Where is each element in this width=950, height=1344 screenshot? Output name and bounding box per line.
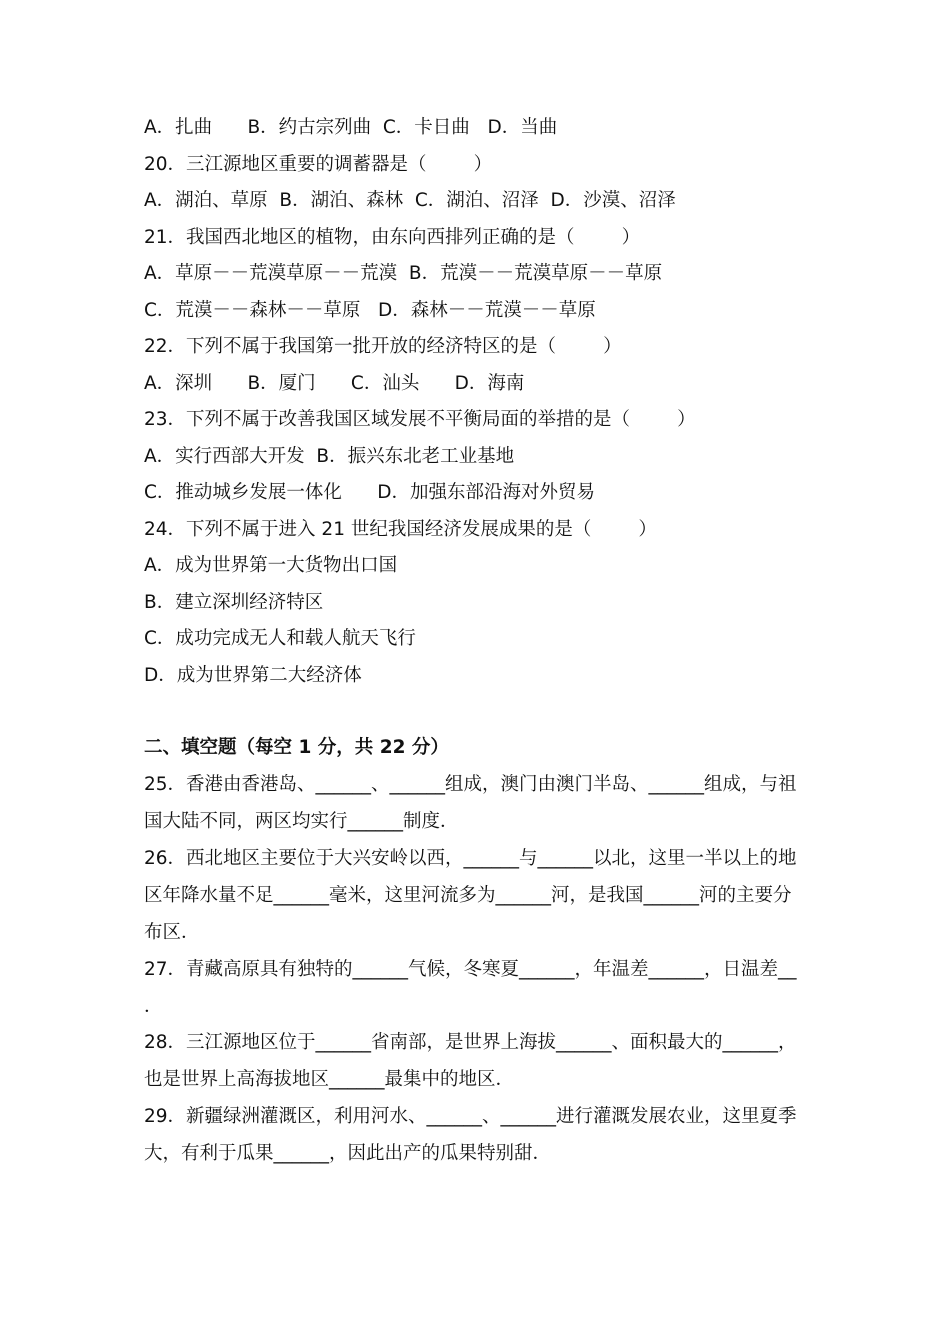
question-23-options-cd: C．推动城乡发展一体化 D．加强东部沿海对外贸易 bbox=[144, 482, 595, 503]
question-23-options-ab: A．实行西部大开发 B．振兴东北老工业基地 bbox=[144, 446, 515, 467]
question-24-option-b: B．建立深圳经济特区 bbox=[144, 592, 324, 613]
question-23: 23．下列不属于改善我国区域发展不平衡局面的举措的是（ ） bbox=[144, 409, 696, 430]
question-29-line-1: 29．新疆绿洲灌溉区，利用河水、______、______进行灌溉发展农业，这里夏季 bbox=[144, 1106, 797, 1127]
question-22-options: A．深圳 B．厦门 C．汕头 D．海南 bbox=[144, 373, 525, 394]
question-22: 22．下列不属于我国第一批开放的经济特区的是（ ） bbox=[144, 336, 622, 357]
question-21-options-cd: C．荒漠－－森林－－草原 D．森林－－荒漠－－草原 bbox=[144, 300, 596, 321]
question-20-options: A．湖泊、草原 B．湖泊、森林 C．湖泊、沼泽 D．沙漠、沼泽 bbox=[144, 190, 676, 211]
question-21: 21．我国西北地区的植物，由东向西排列正确的是（ ） bbox=[144, 227, 641, 248]
question-27-line-1: 27．青藏高原具有独特的______气候，冬寒夏______，年温差______，日温差__ bbox=[144, 959, 797, 980]
question-24: 24．下列不属于进入 21 世纪我国经济发展成果的是（ ） bbox=[144, 519, 657, 540]
question-28-line-2: 也是世界上高海拔地区______最集中的地区． bbox=[144, 1069, 515, 1090]
question-27-line-2: ． bbox=[144, 996, 163, 1017]
question-26-line-1: 26．西北地区主要位于大兴安岭以西，______与______以北，这里一半以上的地 bbox=[144, 848, 797, 869]
question-25-line-1: 25．香港由香港岛、______、______组成，澳门由澳门半岛、______组成，与祖 bbox=[144, 774, 797, 795]
section-title-fill-in: 二、填空题（每空 1 分，共 22 分） bbox=[144, 737, 449, 758]
question-19-options: A．扎曲 B．约古宗列曲 C．卡日曲 D．当曲 bbox=[144, 117, 558, 138]
question-25-line-2: 国大陆不同，两区均实行______制度． bbox=[144, 811, 459, 832]
question-26-line-2: 区年降水量不足______毫米，这里河流多为______河，是我国______河的主要分 bbox=[144, 885, 792, 906]
question-29-line-2: 大，有利于瓜果______，因此出产的瓜果特别甜． bbox=[144, 1143, 552, 1164]
question-20: 20．三江源地区重要的调蓄器是（ ） bbox=[144, 154, 493, 175]
question-24-option-d: D．成为世界第二大经济体 bbox=[144, 665, 362, 686]
question-24-option-a: A．成为世界第一大货物出口国 bbox=[144, 555, 398, 576]
question-24-option-c: C．成功完成无人和载人航天飞行 bbox=[144, 628, 416, 649]
question-28-line-1: 28．三江源地区位于______省南部，是世界上海拔______、面积最大的______， bbox=[144, 1032, 797, 1053]
question-21-options-ab: A．草原－－荒漠草原－－荒漠 B．荒漠－－荒漠草原－－草原 bbox=[144, 263, 663, 284]
question-26-line-3: 布区． bbox=[144, 922, 200, 943]
